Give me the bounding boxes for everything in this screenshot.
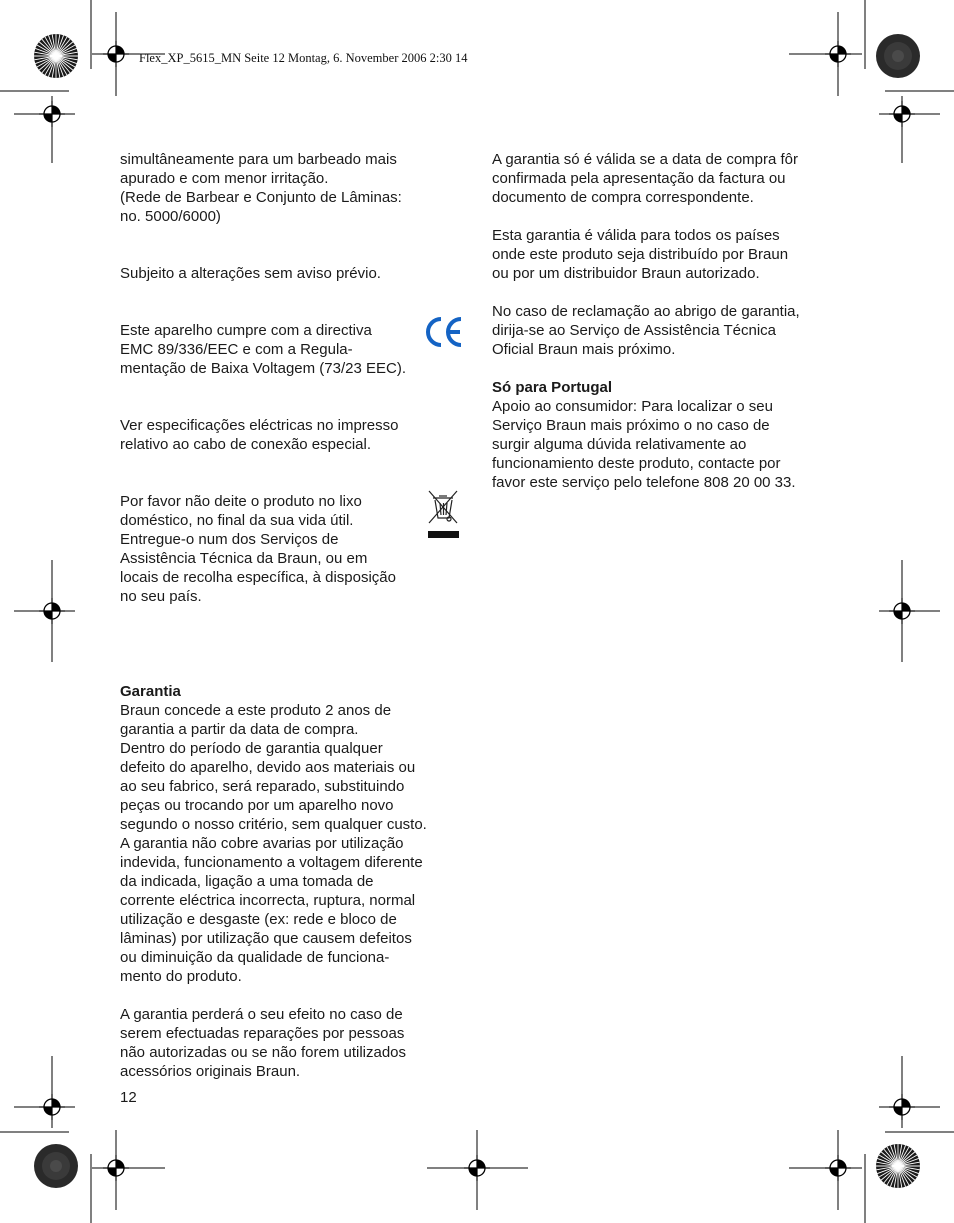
warranty-heading: Garantia — [120, 683, 181, 700]
text-line: No caso de reclamação ao abrigo de garantia, — [492, 303, 800, 320]
warranty-void-paragraph — [120, 1005, 465, 1081]
text-line: garantia a partir da data de compra. — [120, 721, 359, 738]
subject-to-change-paragraph — [120, 264, 465, 283]
shaving-system-paragraph — [120, 150, 465, 226]
text-line: (Rede de Barbear e Conjunto de Lâminas: — [120, 189, 402, 206]
left-column — [120, 150, 465, 1081]
text-line: mento do produto. — [120, 968, 242, 985]
text-line: não autorizadas ou se não forem utilizados — [120, 1044, 407, 1061]
text-line: apurado e com menor irritação. — [120, 170, 329, 187]
text-line: Apoio ao consumidor: Para localizar o seu — [492, 398, 773, 415]
text-line: ao seu fabrico, será reparado, substituindo — [120, 778, 405, 795]
text-line: Ver especificações eléctricas no impresso — [120, 417, 399, 434]
text-line: Subjeito a alterações sem aviso prévio. — [120, 265, 381, 282]
text-line: Oficial Braun mais próximo. — [492, 341, 676, 358]
text-line: acessórios originais Braun. — [120, 1063, 301, 1080]
text-line: defeito do aparelho, devido aos materiais ou — [120, 759, 416, 776]
text-line: Braun concede a este produto 2 anos de — [120, 702, 392, 719]
text-line: Este aparelho cumpre com a directiva — [120, 322, 372, 339]
text-line: A garantia só é válida se a data de compra fôr — [492, 151, 799, 168]
text-line: dirija-se ao Serviço de Assistência Técnica — [492, 322, 777, 339]
text-line: surgir alguma dúvida relativamente ao — [492, 436, 747, 453]
text-line: Entregue-o num dos Serviços de — [120, 531, 339, 548]
countries-paragraph — [492, 226, 837, 283]
text-line: Por favor não deite o produto no lixo — [120, 493, 362, 510]
portugal-section — [492, 378, 837, 492]
text-line: locais de recolha específica, à disposição — [120, 569, 396, 586]
text-line: simultâneamente para um barbeado mais — [120, 151, 397, 168]
portugal-heading: Só para Portugal — [492, 379, 613, 396]
text-line: confirmada pela apresentação da factura ou — [492, 170, 786, 187]
text-line: indevida, funcionamento a voltagem diferente — [120, 854, 423, 871]
text-line: EMC 89/336/EEC e com a Regula- — [120, 341, 353, 358]
text-line: Esta garantia é válida para todos os países — [492, 227, 780, 244]
proof-of-purchase-paragraph — [492, 150, 837, 207]
disposal-paragraph — [120, 492, 465, 606]
ce-compliance-paragraph — [120, 321, 465, 378]
page-number: 12 — [120, 1089, 137, 1106]
text-line: mentação de Baixa Voltagem (73/23 EEC). — [120, 360, 406, 377]
text-line: ou por um distribuidor Braun autorizado. — [492, 265, 760, 282]
text-line: relativo ao cabo de conexão especial. — [120, 436, 372, 453]
text-line: A garantia não cobre avarias por utilização — [120, 835, 404, 852]
text-line: da indicada, ligação a uma tomada de — [120, 873, 374, 890]
text-line: utilização e desgaste (ex: rede e bloco de — [120, 911, 397, 928]
claims-paragraph — [492, 302, 837, 359]
text-line: onde este produto seja distribuído por Braun — [492, 246, 789, 263]
ce-mark-icon — [423, 315, 465, 349]
text-line: no. 5000/6000) — [120, 208, 221, 225]
text-line: Serviço Braun mais próximo o no caso de — [492, 417, 770, 434]
text-line: serem efectuadas reparações por pessoas — [120, 1025, 405, 1042]
print-slug: Flex_XP_5615_MN Seite 12 Montag, 6. November 2006 2:30 14 — [139, 51, 468, 65]
text-line: segundo o nosso critério, sem qualquer custo. — [120, 816, 427, 833]
text-line: no seu país. — [120, 588, 202, 605]
right-column — [492, 150, 837, 492]
text-line: A garantia perderá o seu efeito no caso de — [120, 1006, 403, 1023]
text-line: documento de compra correspondente. — [492, 189, 754, 206]
text-line: ou diminuição da qualidade de funciona- — [120, 949, 390, 966]
text-line: corrente eléctrica incorrecta, ruptura, normal — [120, 892, 416, 909]
text-line: Assistência Técnica da Braun, ou em — [120, 550, 368, 567]
text-line: doméstico, no final da sua vida útil. — [120, 512, 354, 529]
electrical-specs-paragraph — [120, 416, 465, 454]
crossed-out-wheelie-bin-icon — [425, 488, 461, 542]
text-line: funcionamiento deste produto, contacte por — [492, 455, 781, 472]
warranty-section — [120, 682, 465, 986]
text-line: lâminas) por utilização que causem defeitos — [120, 930, 412, 947]
text-line: favor este serviço pelo telefone 808 20 00 33. — [492, 474, 796, 491]
text-line: peças ou trocando por um aparelho novo — [120, 797, 394, 814]
text-line: Dentro do período de garantia qualquer — [120, 740, 383, 757]
